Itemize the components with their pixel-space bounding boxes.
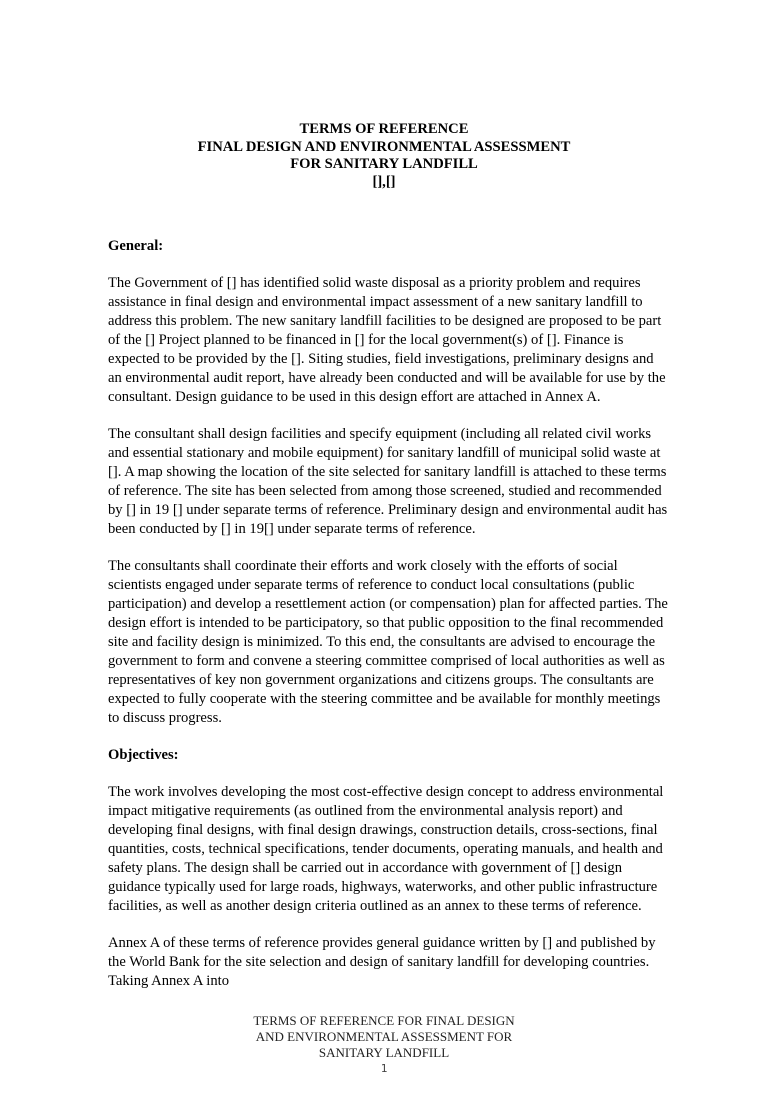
page-number: 1	[380, 1062, 388, 1075]
paragraph: The consultant shall design facilities and specify equipment (including all related civil works and essential stationary and mobile equipment) for sanitary landfill of municipal solid waste at []. A map showing the location of the site selected for sanitary landfill is attached to these terms of reference. The site has been selected from among those screened, studied and recommended by [] in 19 [] under separate terms of reference. Preliminary design and environmental audit has been conducted by [] in 19[] under separate terms of reference.	[108, 426, 668, 537]
title-line: FINAL DESIGN AND ENVIRONMENTAL ASSESSMENT	[197, 138, 571, 155]
section-heading-objectives: Objectives:	[108, 747, 179, 763]
document-title	[0, 121, 768, 191]
document-body	[108, 237, 668, 991]
section-heading-general: General:	[108, 238, 164, 254]
title-line: FOR SANITARY LANDFILL	[290, 156, 478, 172]
title-line: TERMS OF REFERENCE	[299, 121, 469, 137]
paragraph: The Government of [] has identified solid waste disposal as a priority problem and requires assistance in final design and environmental impact assessment of a new sanitary landfill to address this problem. The new sanitary landfill facilities to be designed are proposed to be part of the [] Project planned to be financed in [] for the local government(s) of []. Finance is expected to be provided by the []. Siting studies, field investigations, preliminary designs and an environmental audit report, have already been conducted and will be available for use by the consultant. Design guidance to be used in this design effort are attached in Annex A.	[108, 275, 666, 405]
footer-line: SANITARY LANDFILL	[318, 1045, 450, 1060]
title-line: [],[]	[372, 173, 396, 190]
paragraph: The work involves developing the most cost-effective design concept to address environmental impact mitigative requirements (as outlined from the environmental analysis report) and developing final designs, with final design drawings, construction details, cross-sections, final quantities, costs, technical specifications, tender documents, operating manuals, and health and safety plans. The design shall be carried out in accordance with government of [] design guidance typically used for large roads, highways, waterworks, and other public infrastructure facilities, as well as another design criteria outlined as an annex to these terms of reference.	[108, 784, 664, 914]
footer-line: AND ENVIRONMENTAL ASSESSMENT FOR	[255, 1029, 513, 1044]
paragraph: Annex A of these terms of reference provides general guidance written by [] and published by the World Bank for the site selection and design of sanitary landfill for developing countries. Taking Annex A into	[108, 935, 656, 989]
page-footer	[0, 1013, 768, 1077]
paragraph: The consultants shall coordinate their efforts and work closely with the efforts of social scientists engaged under separate terms of reference to conduct local consultations (public participation) and develop a resettlement action (or compensation) plan for affected parties. The design effort is intended to be participatory, so that public opposition to the final recommended site and facility design is minimized. To this end, the consultants are advised to encourage the government to form and convene a steering committee comprised of local authorities as well as representatives of key non government organizations and citizens groups. The consultants are expected to fully cooperate with the steering committee and be available for monthly meetings to discuss progress.	[108, 558, 668, 726]
footer-line: TERMS OF REFERENCE FOR FINAL DESIGN	[253, 1013, 515, 1028]
